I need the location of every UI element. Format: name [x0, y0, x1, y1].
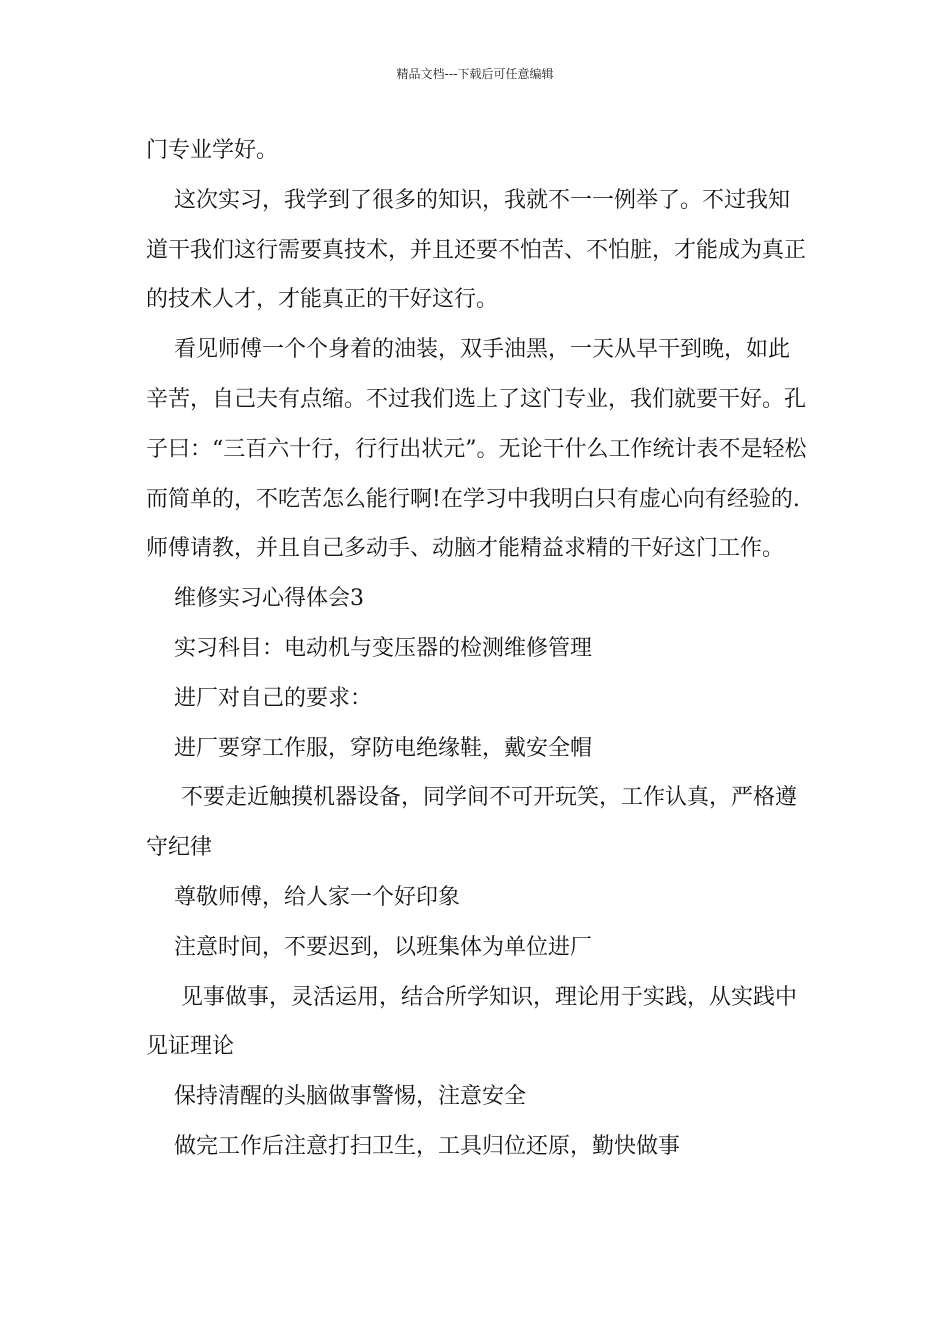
paragraph: 看见师傅一个个身着的油装，双手油黑，一天从早干到晚，如此辛苦，自己夫有点缩。不过我们选上了这门专业，我们就要干好。孔子曰：“三百六十行，行行出状元”。无论干什么工作统计表不是轻松而简单的，不吃苦怎么能行啊!在学习中我明白只有虚心向有经验的.师傅请教，并且自己多动手、动脑才能精益求精的干好这门工作。	[146, 337, 807, 562]
page-header: 精品文档---下载后可任意编辑	[396, 67, 554, 81]
list-item: 做完工作后注意打扫卫生，工具归位还原，勤快做事	[146, 1133, 680, 1159]
paragraph: 实习科目：电动机与变压器的检测维修管理	[146, 635, 592, 661]
paragraph: 门专业学好。	[146, 138, 279, 163]
list-item: 注意时间，不要迟到，以班集体为单位进厂	[146, 934, 592, 960]
paragraph: 进厂对自己的要求：	[146, 685, 372, 711]
section-heading: 维修实习心得体会3	[146, 586, 364, 612]
paragraph: 这次实习，我学到了很多的知识，我就不一一例举了。不过我知道干我们这行需要真技术，并且还要不怕苦、不怕脏，才能成为真正的技术人才，才能真正的干好这行。	[146, 187, 807, 313]
document-body	[146, 126, 810, 1172]
list-item: 尊敬师傅，给人家一个好印象	[146, 884, 460, 910]
list-item: 不要走近触摸机器设备，同学间不可开玩笑，工作认真，严格遵守纪律	[146, 785, 797, 861]
list-item: 进厂要穿工作服，穿防电绝缘鞋，戴安全帽	[146, 735, 592, 761]
list-item: 见事做事，灵活运用，结合所学知识，理论用于实践，从实践中见证理论	[146, 984, 797, 1060]
list-item: 保持清醒的头脑做事警惕，注意安全	[146, 1084, 526, 1110]
